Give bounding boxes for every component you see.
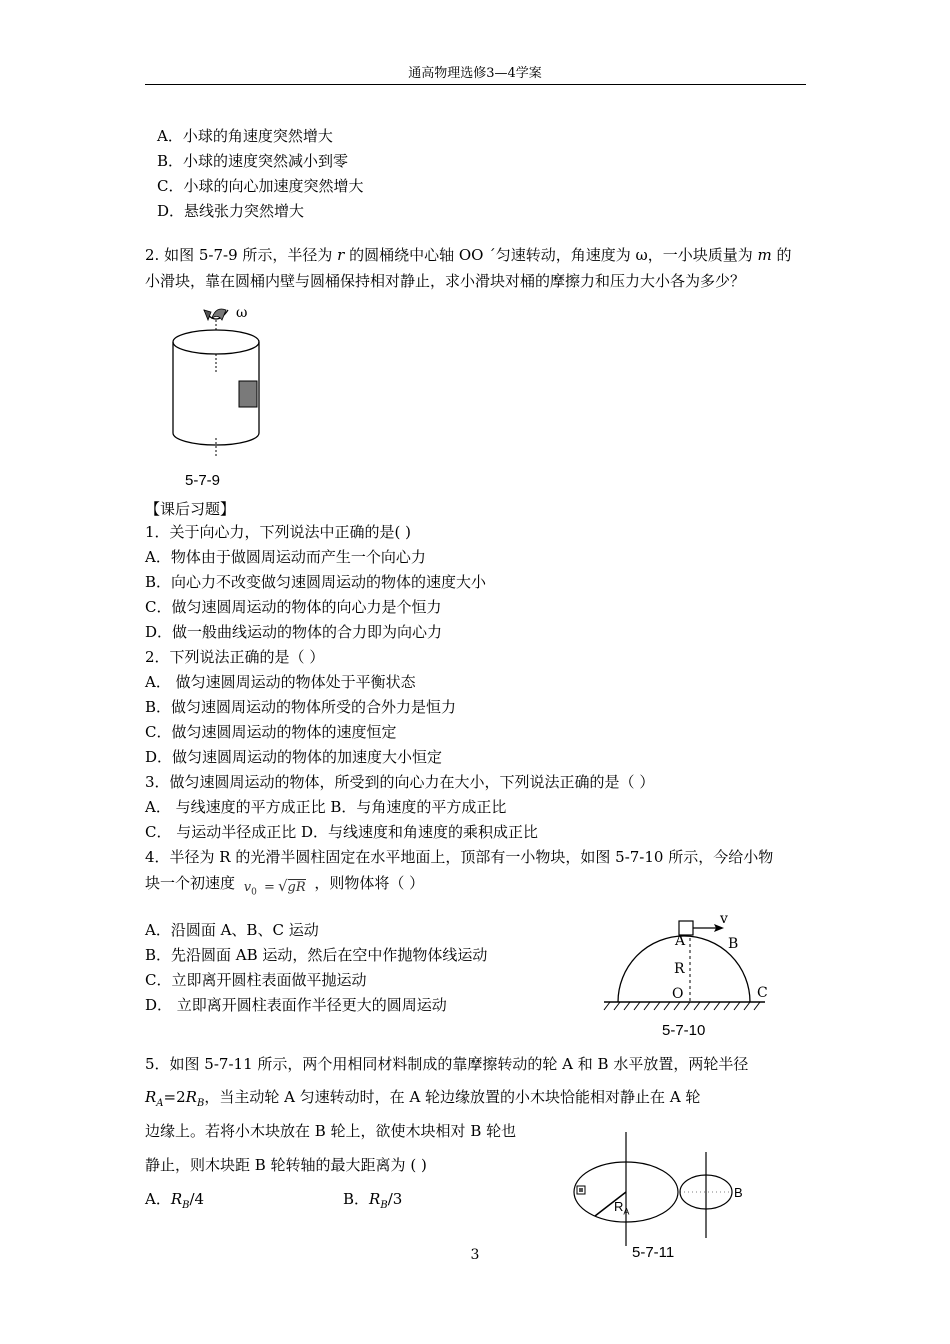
formula-radicand: gR [287,880,306,895]
hw-q1-option-d: D．做一般曲线运动的物体的合力即为向心力 [145,623,443,641]
label-R: R [674,961,685,977]
q5-optA-sub: B [182,1200,190,1211]
q2-var-m: m [757,246,772,264]
sqrt-icon: √ [277,877,288,895]
q2-var-r: r [337,246,345,264]
header-rule [145,84,806,85]
q5-optB-prefix: B． [343,1190,370,1208]
hw-q3-options-cd: C． 与运动半径成正比 D．与线速度和角速度的乘积成正比 [145,823,539,841]
q5-optB-suffix: /3 [387,1190,403,1208]
q5-rb-sub: B [196,1098,205,1109]
page-header: 通高物理选修3—4学案 [408,66,542,81]
hw-q4-option-b: B．先沿圆面 AB 运动，然后在空中作抛物体线运动 [145,946,488,964]
formula-eq: = [264,880,275,895]
initial-velocity-formula [244,875,306,904]
q5-optA-prefix: A． [145,1190,171,1208]
hw-q1-stem: 1．关于向心力，下列说法中正确的是( ) [145,523,412,541]
label-A: A [675,933,686,949]
prev-option-d: D．悬线张力突然增大 [157,202,305,220]
hw-q1-option-c: C．做匀速圆周运动的物体的向心力是个恒力 [145,598,442,616]
hw-q5-line2 [145,1086,700,1115]
label-C: C [757,985,768,1001]
hw-q2-stem: 2．下列说法正确的是（ ） [145,648,325,666]
hw-q4-stem-line1: 4．半径为 R 的光滑半圆柱固定在水平地面上，顶部有一小物块，如图 5-7-10 所示，今给小物 [145,848,774,866]
hw-q1-option-b: B．向心力不改变做匀速圆周运动的物体的速度大小 [145,573,487,591]
q5-optB-sub: B [380,1200,388,1211]
hw-q5-line3: 边缘上。若将小木块放在 B 轮上，欲使木块相对 B 轮也 [145,1122,517,1140]
hw-q5-line4: 静止，则木块距 B 轮转轴的最大距离为 ( ) [145,1156,427,1174]
semicylinder-figure [600,912,780,1012]
section-title: 【课后习题】 [145,500,236,518]
hw-q4-option-c: C．立即离开圆柱表面做平抛运动 [145,971,367,989]
q5-ra-sub: A [156,1098,164,1109]
formula-v: v [243,880,252,895]
formula-sub: 0 [251,887,257,898]
label-B: B [728,936,739,952]
hw-q5-option-b [343,1188,402,1217]
hw-q4-stem-b: ，则物体将（ ） [314,874,425,892]
hw-q2-option-c: C．做匀速圆周运动的物体的速度恒定 [145,723,397,741]
q2-stem-line1 [145,244,792,266]
label-v: v [720,911,728,927]
q2-stem-line2: 小滑块，靠在圆桶内壁与圆桶保持相对静止，求小滑块对桶的摩擦力和压力大小各为多少？ [145,272,746,290]
label-wheel-B: B [734,1185,743,1200]
cylinder-figure [160,298,280,468]
q2-text-a: 2. 如图 5-7-9 所示，半径为 [145,246,338,264]
q5-ra: R [145,1088,157,1106]
hw-q4-option-d: D． 立即离开圆柱表面作半径更大的圆周运动 [145,996,447,1014]
q2-text-c: 的 [771,246,792,264]
hw-q4-stem-a: 块一个初速度 [145,874,236,892]
q5-line2-rest: ，当主动轮 A 匀速转动时，在 A 轮边缘放置的小木块恰能相对静止在 A 轮 [204,1088,701,1106]
hw-q5-option-a [145,1188,204,1217]
label-RA [614,1199,629,1217]
q5-rb: R [185,1088,197,1106]
label-RA-r: R [614,1199,624,1214]
hw-q3-options-ab: A． 与线速度的平方成正比 B．与角速度的平方成正比 [145,798,507,816]
hw-q4-stem-line2 [145,872,424,904]
page-number: 3 [470,1247,480,1263]
figure-caption-5-7-10: 5-7-10 [662,1022,706,1039]
hw-q5-line1: 5．如图 5-7-11 所示，两个用相同材料制成的靠摩擦转动的轮 A 和 B 水平放置，两轮半径 [145,1055,749,1073]
q5-eq: =2 [163,1088,186,1106]
label-RA-sub: A [623,1206,630,1217]
q5-optA-suffix: /4 [189,1190,205,1208]
prev-option-a: A．小球的角速度突然增大 [157,127,333,145]
hw-q2-option-b: B．做匀速圆周运动的物体所受的合外力是恒力 [145,698,457,716]
hw-q2-option-d: D．做匀速圆周运动的物体的加速度大小恒定 [145,748,443,766]
figure-caption-5-7-11: 5-7-11 [632,1244,675,1261]
omega-label: ω [236,305,248,321]
q2-text-b: 的圆桶绕中心轴 OO ˊ匀速转动，角速度为 ω，一小块质量为 [344,246,758,264]
hw-q3-stem: 3．做匀速圆周运动的物体，所受到的向心力在大小，下列说法正确的是（ ） [145,773,655,791]
figure-caption-5-7-9: 5-7-9 [185,472,221,489]
hw-q4-option-a: A．沿圆面 A、B、C 运动 [145,921,319,939]
q5-optA-r: R [170,1190,183,1208]
hw-q1-option-a: A．物体由于做圆周运动而产生一个向心力 [145,548,426,566]
q5-optB-r: R [369,1190,381,1208]
hw-q2-option-a: A． 做匀速圆周运动的物体处于平衡状态 [145,673,416,691]
prev-option-c: C．小球的向心加速度突然增大 [157,177,364,195]
prev-option-b: B．小球的速度突然减小到零 [157,152,349,170]
label-O: O [672,986,684,1002]
